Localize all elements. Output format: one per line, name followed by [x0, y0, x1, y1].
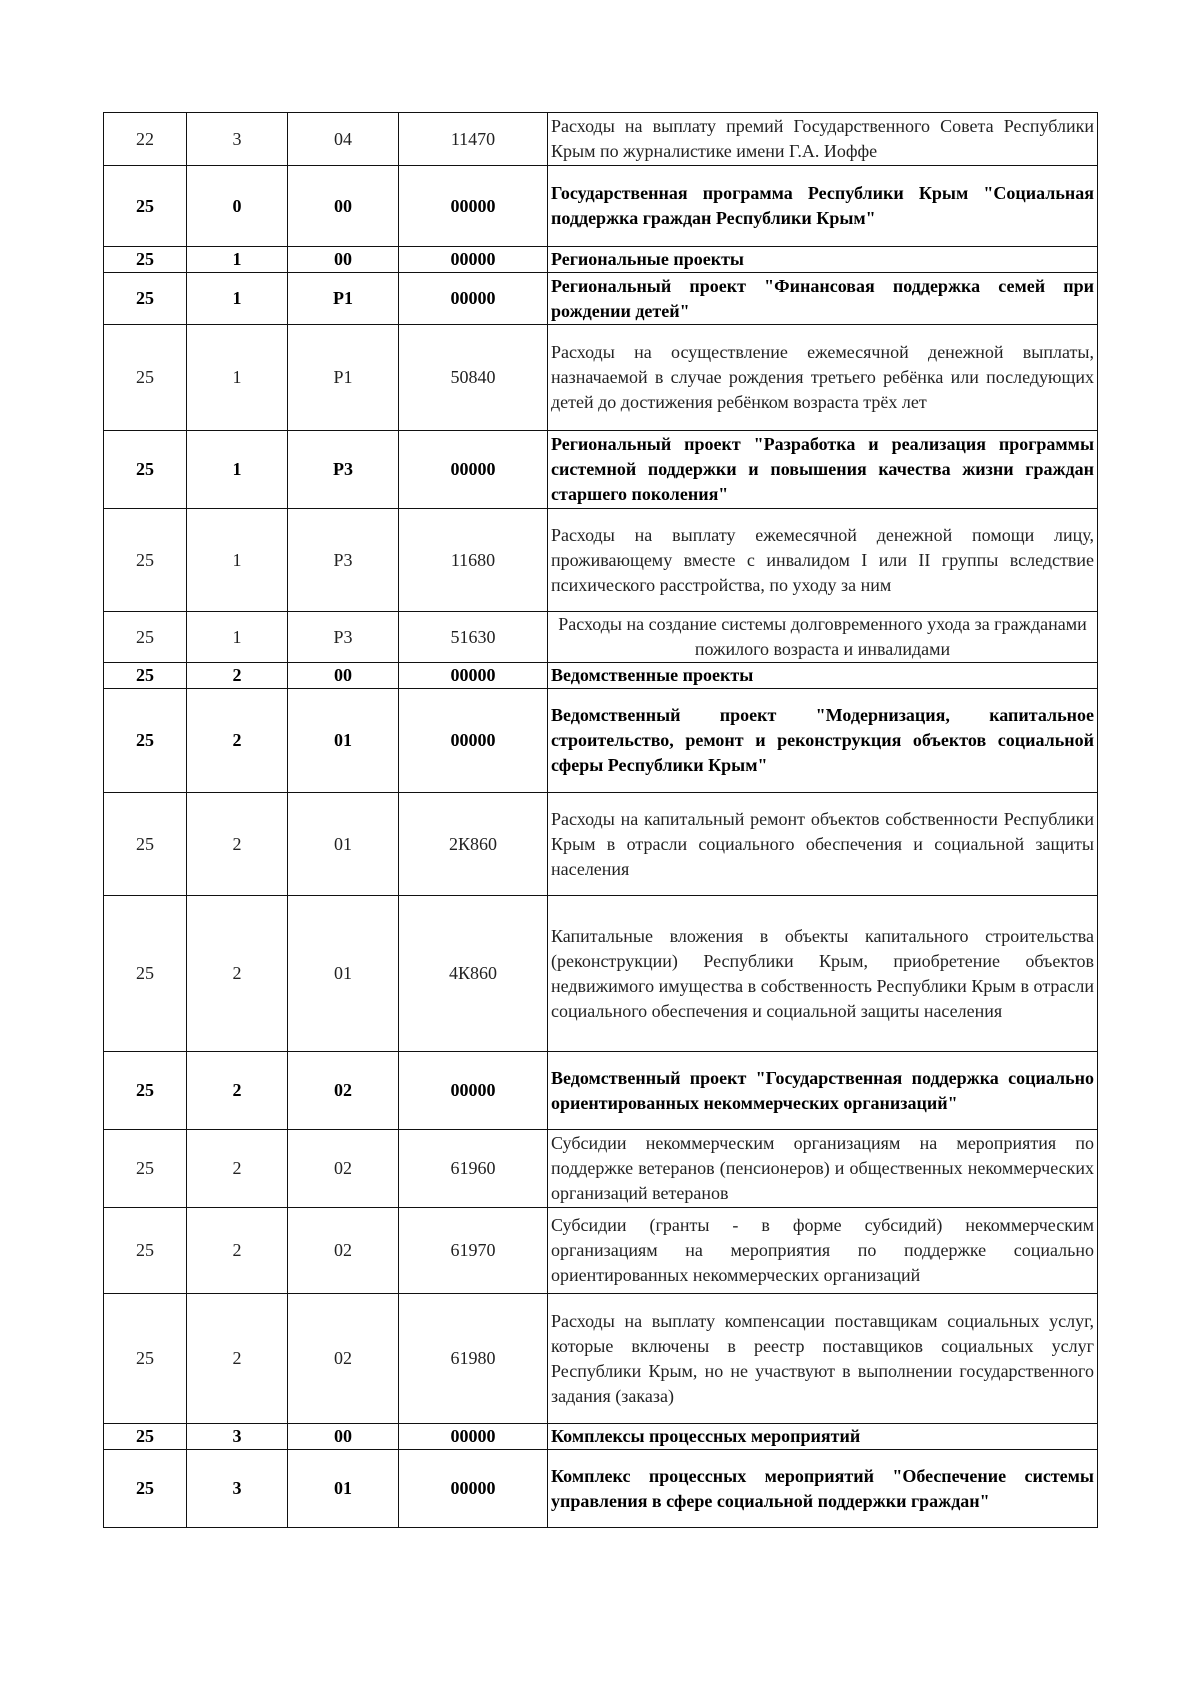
expense-code: 00000	[399, 431, 548, 509]
direction-code: Р3	[288, 612, 399, 663]
row-description: Расходы на выплату компенсации поставщикам социальных услуг, которые включены в реестр поставщиков социальных услуг Республики Крым, но не участвуют в выполнении государственного задания (заказа)	[548, 1294, 1098, 1424]
row-description: Ведомственный проект "Государственная поддержка социально ориентированных некоммерческих организаций"	[548, 1052, 1098, 1130]
direction-code: 01	[288, 793, 399, 896]
row-description: Государственная программа Республики Крым "Социальная поддержка граждан Республики Крым"	[548, 166, 1098, 247]
expense-code: 50840	[399, 325, 548, 431]
program-code: 25	[104, 612, 187, 663]
expense-code: 00000	[399, 1450, 548, 1528]
subprogram-code: 1	[187, 509, 288, 612]
direction-code: 01	[288, 896, 399, 1052]
program-code: 25	[104, 1130, 187, 1208]
row-description: Комплекс процессных мероприятий "Обеспечение системы управления в сфере социальной поддержки граждан"	[548, 1450, 1098, 1528]
expense-code: 00000	[399, 1052, 548, 1130]
expense-code: 11680	[399, 509, 548, 612]
subprogram-code: 3	[187, 1424, 288, 1450]
program-code: 25	[104, 247, 187, 273]
program-code: 25	[104, 1424, 187, 1450]
direction-code: 00	[288, 166, 399, 247]
subprogram-code: 2	[187, 1294, 288, 1424]
program-code: 25	[104, 1450, 187, 1528]
subprogram-code: 2	[187, 1130, 288, 1208]
subprogram-code: 1	[187, 273, 288, 325]
expense-code: 51630	[399, 612, 548, 663]
program-code: 25	[104, 509, 187, 612]
row-description: Капитальные вложения в объекты капитального строительства (реконструкции) Республики Крым, приобретение объектов недвижимого имущества в собственность Республики Крым в отрасли социального обеспечения и социальной защиты населения	[548, 896, 1098, 1052]
subprogram-code: 1	[187, 431, 288, 509]
direction-code: 02	[288, 1052, 399, 1130]
subprogram-code: 3	[187, 1450, 288, 1528]
row-description: Субсидии некоммерческим организациям на мероприятия по поддержке ветеранов (пенсионеров) и общественных некоммерческих организаций ветеранов	[548, 1130, 1098, 1208]
expense-code: 61970	[399, 1208, 548, 1294]
direction-code: Р3	[288, 509, 399, 612]
expense-code: 2К860	[399, 793, 548, 896]
program-code: 25	[104, 1294, 187, 1424]
direction-code: 02	[288, 1294, 399, 1424]
row-description: Расходы на осуществление ежемесячной денежной выплаты, назначаемой в случае рождения третьего ребёнка или последующих детей до достижения ребёнком возраста трёх лет	[548, 325, 1098, 431]
program-code: 25	[104, 689, 187, 793]
subprogram-code: 2	[187, 1208, 288, 1294]
program-code: 25	[104, 793, 187, 896]
direction-code: 02	[288, 1208, 399, 1294]
subprogram-code: 0	[187, 166, 288, 247]
expense-code: 61980	[399, 1294, 548, 1424]
program-code: 25	[104, 896, 187, 1052]
subprogram-code: 2	[187, 689, 288, 793]
direction-code: Р1	[288, 325, 399, 431]
subprogram-code: 1	[187, 247, 288, 273]
direction-code: 02	[288, 1130, 399, 1208]
row-description: Региональные проекты	[548, 247, 1098, 273]
subprogram-code: 3	[187, 113, 288, 166]
program-code: 25	[104, 166, 187, 247]
direction-code: 00	[288, 247, 399, 273]
subprogram-code: 2	[187, 663, 288, 689]
row-description: Расходы на создание системы долговременного ухода за гражданами пожилого возраста и инвалидами	[548, 612, 1098, 663]
row-description: Расходы на капитальный ремонт объектов собственности Республики Крым в отрасли социального обеспечения и социальной защиты населения	[548, 793, 1098, 896]
program-code: 25	[104, 1052, 187, 1130]
expense-code: 4К860	[399, 896, 548, 1052]
direction-code: 01	[288, 689, 399, 793]
row-description: Комплексы процессных мероприятий	[548, 1424, 1098, 1450]
expense-code: 00000	[399, 273, 548, 325]
expense-code: 00000	[399, 663, 548, 689]
subprogram-code: 1	[187, 612, 288, 663]
expense-code: 00000	[399, 247, 548, 273]
program-code: 25	[104, 273, 187, 325]
direction-code: Р1	[288, 273, 399, 325]
row-description: Расходы на выплату ежемесячной денежной помощи лицу, проживающему вместе с инвалидом I или II группы вследствие психического расстройства, по уходу за ним	[548, 509, 1098, 612]
direction-code: 01	[288, 1450, 399, 1528]
direction-code: 00	[288, 1424, 399, 1450]
expense-code: 00000	[399, 166, 548, 247]
expense-code: 00000	[399, 689, 548, 793]
budget-classification-table	[103, 112, 1098, 1528]
expense-code: 61960	[399, 1130, 548, 1208]
row-description: Субсидии (гранты - в форме субсидий) некоммерческим организациям на мероприятия по поддержке социально ориентированных некоммерческих организаций	[548, 1208, 1098, 1294]
subprogram-code: 2	[187, 1052, 288, 1130]
subprogram-code: 2	[187, 793, 288, 896]
program-code: 22	[104, 113, 187, 166]
program-code: 25	[104, 663, 187, 689]
program-code: 25	[104, 1208, 187, 1294]
subprogram-code: 1	[187, 325, 288, 431]
row-description: Расходы на выплату премий Государственного Совета Республики Крым по журналистике имени Г.А. Иоффе	[548, 113, 1098, 166]
direction-code: Р3	[288, 431, 399, 509]
row-description: Региональный проект "Разработка и реализация программы системной поддержки и повышения качества жизни граждан старшего поколения"	[548, 431, 1098, 509]
row-description: Региональный проект "Финансовая поддержка семей при рождении детей"	[548, 273, 1098, 325]
row-description: Ведомственные проекты	[548, 663, 1098, 689]
expense-code: 11470	[399, 113, 548, 166]
program-code: 25	[104, 431, 187, 509]
row-description: Ведомственный проект "Модернизация, капитальное строительство, ремонт и реконструкция объектов социальной сферы Республики Крым"	[548, 689, 1098, 793]
direction-code: 04	[288, 113, 399, 166]
expense-code: 00000	[399, 1424, 548, 1450]
direction-code: 00	[288, 663, 399, 689]
subprogram-code: 2	[187, 896, 288, 1052]
program-code: 25	[104, 325, 187, 431]
